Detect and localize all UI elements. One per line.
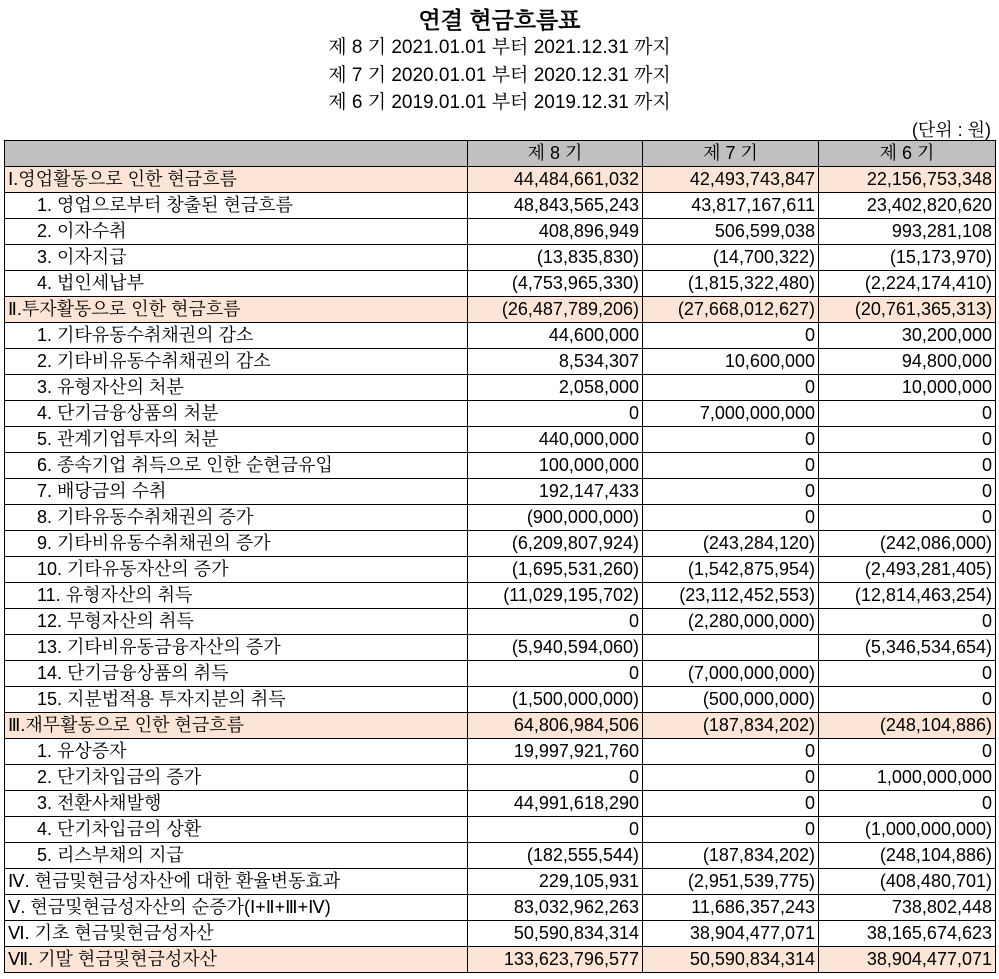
value-cell: (13,835,830) bbox=[468, 245, 643, 271]
table-row bbox=[5, 817, 996, 843]
value-cell: 0 bbox=[643, 739, 819, 765]
row-label: 1. 기타유동수취채권의 감소 bbox=[5, 323, 468, 349]
value-cell: (27,668,012,627) bbox=[643, 297, 819, 323]
value-cell: 94,800,000 bbox=[819, 349, 996, 375]
value-cell bbox=[643, 635, 819, 661]
value-cell: (243,284,120) bbox=[643, 531, 819, 557]
value-cell: 0 bbox=[819, 401, 996, 427]
section-row bbox=[5, 869, 996, 895]
value-cell: (1,695,531,260) bbox=[468, 557, 643, 583]
section-row bbox=[5, 297, 996, 323]
value-cell: (187,834,202) bbox=[643, 713, 819, 739]
page-title: 연결 현금흐름표 bbox=[418, 7, 581, 33]
value-cell: (408,480,701) bbox=[819, 869, 996, 895]
value-cell: 64,806,984,506 bbox=[468, 713, 643, 739]
row-label: 9. 기타비유동수취채권의 증가 bbox=[5, 531, 468, 557]
row-label: Ⅶ. 기말 현금및현금성자산 bbox=[5, 947, 468, 973]
row-label: Ⅰ.영업활동으로 인한 현금흐름 bbox=[5, 167, 468, 193]
header-period-8: 제 8 기 bbox=[468, 141, 643, 167]
period-line-7: 제 7 기 2020.01.01 부터 2020.12.31 까지 bbox=[328, 65, 671, 86]
value-cell: (15,173,970) bbox=[819, 245, 996, 271]
table-row bbox=[5, 687, 996, 713]
row-label: 5. 관계기업투자의 처분 bbox=[5, 427, 468, 453]
value-cell: (2,280,000,000) bbox=[643, 609, 819, 635]
value-cell: 44,600,000 bbox=[468, 323, 643, 349]
row-label: Ⅳ. 현금및현금성자산에 대한 환율변동효과 bbox=[5, 869, 468, 895]
row-label: 4. 법인세납부 bbox=[5, 271, 468, 297]
value-cell: 10,000,000 bbox=[819, 375, 996, 401]
table-row bbox=[5, 635, 996, 661]
table-row bbox=[5, 193, 996, 219]
table-row bbox=[5, 479, 996, 505]
table-row bbox=[5, 427, 996, 453]
value-cell: 2,058,000 bbox=[468, 375, 643, 401]
value-cell: 0 bbox=[819, 661, 996, 687]
table-row bbox=[5, 531, 996, 557]
value-cell: 0 bbox=[643, 453, 819, 479]
header-period-6: 제 6 기 bbox=[819, 141, 996, 167]
value-cell: (500,000,000) bbox=[643, 687, 819, 713]
row-label: 5. 리스부채의 지급 bbox=[5, 843, 468, 869]
table-row bbox=[5, 219, 996, 245]
value-cell: (26,487,789,206) bbox=[468, 297, 643, 323]
section-row bbox=[5, 921, 996, 947]
value-cell: (2,224,174,410) bbox=[819, 271, 996, 297]
value-cell: 993,281,108 bbox=[819, 219, 996, 245]
value-cell: 0 bbox=[819, 479, 996, 505]
table-row bbox=[5, 349, 996, 375]
section-row bbox=[5, 713, 996, 739]
value-cell: (1,000,000,000) bbox=[819, 817, 996, 843]
header-period-7: 제 7 기 bbox=[643, 141, 819, 167]
row-label: 15. 지분법적용 투자지분의 취득 bbox=[5, 687, 468, 713]
row-label: 12. 무형자산의 취득 bbox=[5, 609, 468, 635]
value-cell: 0 bbox=[819, 505, 996, 531]
row-label: 14. 단기금융상품의 취득 bbox=[5, 661, 468, 687]
cash-flow-table bbox=[4, 140, 996, 973]
row-label: 3. 유형자산의 처분 bbox=[5, 375, 468, 401]
value-cell: 0 bbox=[468, 609, 643, 635]
table-row bbox=[5, 375, 996, 401]
value-cell: (20,761,365,313) bbox=[819, 297, 996, 323]
row-label: 8. 기타유동수취채권의 증가 bbox=[5, 505, 468, 531]
header-label bbox=[5, 141, 468, 167]
value-cell: 50,590,834,314 bbox=[468, 921, 643, 947]
row-label: 1. 유상증자 bbox=[5, 739, 468, 765]
value-cell: 0 bbox=[468, 661, 643, 687]
value-cell: 0 bbox=[819, 453, 996, 479]
value-cell: 0 bbox=[643, 765, 819, 791]
value-cell: 0 bbox=[643, 505, 819, 531]
section-row bbox=[5, 947, 996, 973]
value-cell: 83,032,962,263 bbox=[468, 895, 643, 921]
value-cell: 0 bbox=[819, 427, 996, 453]
table-row bbox=[5, 739, 996, 765]
value-cell: (23,112,452,553) bbox=[643, 583, 819, 609]
value-cell: 38,904,477,071 bbox=[643, 921, 819, 947]
value-cell: 133,623,796,577 bbox=[468, 947, 643, 973]
value-cell: (242,086,000) bbox=[819, 531, 996, 557]
value-cell: (248,104,886) bbox=[819, 843, 996, 869]
value-cell: 42,493,743,847 bbox=[643, 167, 819, 193]
table-body bbox=[5, 167, 996, 973]
row-label: Ⅱ.투자활동으로 인한 현금흐름 bbox=[5, 297, 468, 323]
value-cell: 408,896,949 bbox=[468, 219, 643, 245]
value-cell: (248,104,886) bbox=[819, 713, 996, 739]
table-row bbox=[5, 453, 996, 479]
value-cell: 100,000,000 bbox=[468, 453, 643, 479]
value-cell: 0 bbox=[819, 739, 996, 765]
value-cell: (1,500,000,000) bbox=[468, 687, 643, 713]
value-cell: (5,940,594,060) bbox=[468, 635, 643, 661]
value-cell: 0 bbox=[819, 687, 996, 713]
value-cell: (5,346,534,654) bbox=[819, 635, 996, 661]
value-cell: (6,209,807,924) bbox=[468, 531, 643, 557]
unit-label: (단위 : 원) bbox=[911, 120, 991, 140]
value-cell: (11,029,195,702) bbox=[468, 583, 643, 609]
row-label: 2. 이자수취 bbox=[5, 219, 468, 245]
row-label: 13. 기타비유동금융자산의 증가 bbox=[5, 635, 468, 661]
value-cell: 7,000,000,000 bbox=[643, 401, 819, 427]
row-label: 3. 전환사채발행 bbox=[5, 791, 468, 817]
period-line-8: 제 8 기 2021.01.01 부터 2021.12.31 까지 bbox=[328, 37, 671, 58]
value-cell: 23,402,820,620 bbox=[819, 193, 996, 219]
value-cell: 43,817,167,611 bbox=[643, 193, 819, 219]
row-label: 2. 단기차입금의 증가 bbox=[5, 765, 468, 791]
value-cell: 0 bbox=[643, 791, 819, 817]
value-cell: 229,105,931 bbox=[468, 869, 643, 895]
value-cell: 19,997,921,760 bbox=[468, 739, 643, 765]
row-label: Ⅲ.재무활동으로 인한 현금흐름 bbox=[5, 713, 468, 739]
value-cell: (1,542,875,954) bbox=[643, 557, 819, 583]
value-cell: 30,200,000 bbox=[819, 323, 996, 349]
value-cell: 506,599,038 bbox=[643, 219, 819, 245]
table-row bbox=[5, 557, 996, 583]
value-cell: 192,147,433 bbox=[468, 479, 643, 505]
value-cell: 0 bbox=[819, 791, 996, 817]
section-row bbox=[5, 895, 996, 921]
table-row bbox=[5, 505, 996, 531]
value-cell: 38,165,674,623 bbox=[819, 921, 996, 947]
row-label: 6. 종속기업 취득으로 인한 순현금유입 bbox=[5, 453, 468, 479]
value-cell: 1,000,000,000 bbox=[819, 765, 996, 791]
value-cell: 440,000,000 bbox=[468, 427, 643, 453]
table-row bbox=[5, 271, 996, 297]
value-cell: (4,753,965,330) bbox=[468, 271, 643, 297]
table-header-row bbox=[5, 141, 996, 167]
row-label: 7. 배당금의 수취 bbox=[5, 479, 468, 505]
row-label: 4. 단기금융상품의 처분 bbox=[5, 401, 468, 427]
value-cell: (1,815,322,480) bbox=[643, 271, 819, 297]
value-cell: 0 bbox=[468, 765, 643, 791]
table-row bbox=[5, 609, 996, 635]
table-row bbox=[5, 843, 996, 869]
value-cell: 10,600,000 bbox=[643, 349, 819, 375]
value-cell: 44,484,661,032 bbox=[468, 167, 643, 193]
value-cell: (2,493,281,405) bbox=[819, 557, 996, 583]
value-cell: (2,951,539,775) bbox=[643, 869, 819, 895]
value-cell: 48,843,565,243 bbox=[468, 193, 643, 219]
value-cell: 0 bbox=[643, 323, 819, 349]
row-label: 4. 단기차입금의 상환 bbox=[5, 817, 468, 843]
value-cell: 8,534,307 bbox=[468, 349, 643, 375]
value-cell: 50,590,834,314 bbox=[643, 947, 819, 973]
table-row bbox=[5, 323, 996, 349]
value-cell: (182,555,544) bbox=[468, 843, 643, 869]
value-cell: 22,156,753,348 bbox=[819, 167, 996, 193]
row-label: Ⅴ. 현금및현금성자산의 순증가(Ⅰ+Ⅱ+Ⅲ+Ⅳ) bbox=[5, 895, 468, 921]
value-cell: 0 bbox=[468, 817, 643, 843]
table-row bbox=[5, 245, 996, 271]
value-cell: (14,700,322) bbox=[643, 245, 819, 271]
row-label: 1. 영업으로부터 창출된 현금흐름 bbox=[5, 193, 468, 219]
value-cell: 38,904,477,071 bbox=[819, 947, 996, 973]
row-label: Ⅵ. 기초 현금및현금성자산 bbox=[5, 921, 468, 947]
value-cell: (900,000,000) bbox=[468, 505, 643, 531]
value-cell: 0 bbox=[643, 817, 819, 843]
value-cell: 44,991,618,290 bbox=[468, 791, 643, 817]
table-row bbox=[5, 791, 996, 817]
table-row bbox=[5, 765, 996, 791]
section-row bbox=[5, 167, 996, 193]
value-cell: 0 bbox=[643, 427, 819, 453]
row-label: 3. 이자지급 bbox=[5, 245, 468, 271]
table-row bbox=[5, 401, 996, 427]
value-cell: (7,000,000,000) bbox=[643, 661, 819, 687]
value-cell: 11,686,357,243 bbox=[643, 895, 819, 921]
table-row bbox=[5, 661, 996, 687]
row-label: 10. 기타유동자산의 증가 bbox=[5, 557, 468, 583]
value-cell: (12,814,463,254) bbox=[819, 583, 996, 609]
value-cell: 0 bbox=[643, 375, 819, 401]
value-cell: 0 bbox=[643, 479, 819, 505]
value-cell: 0 bbox=[819, 609, 996, 635]
value-cell: 738,802,448 bbox=[819, 895, 996, 921]
row-label: 2. 기타비유동수취채권의 감소 bbox=[5, 349, 468, 375]
period-line-6: 제 6 기 2019.01.01 부터 2019.12.31 까지 bbox=[328, 92, 671, 113]
row-label: 11. 유형자산의 취득 bbox=[5, 583, 468, 609]
value-cell: (187,834,202) bbox=[643, 843, 819, 869]
value-cell: 0 bbox=[468, 401, 643, 427]
table-row bbox=[5, 583, 996, 609]
